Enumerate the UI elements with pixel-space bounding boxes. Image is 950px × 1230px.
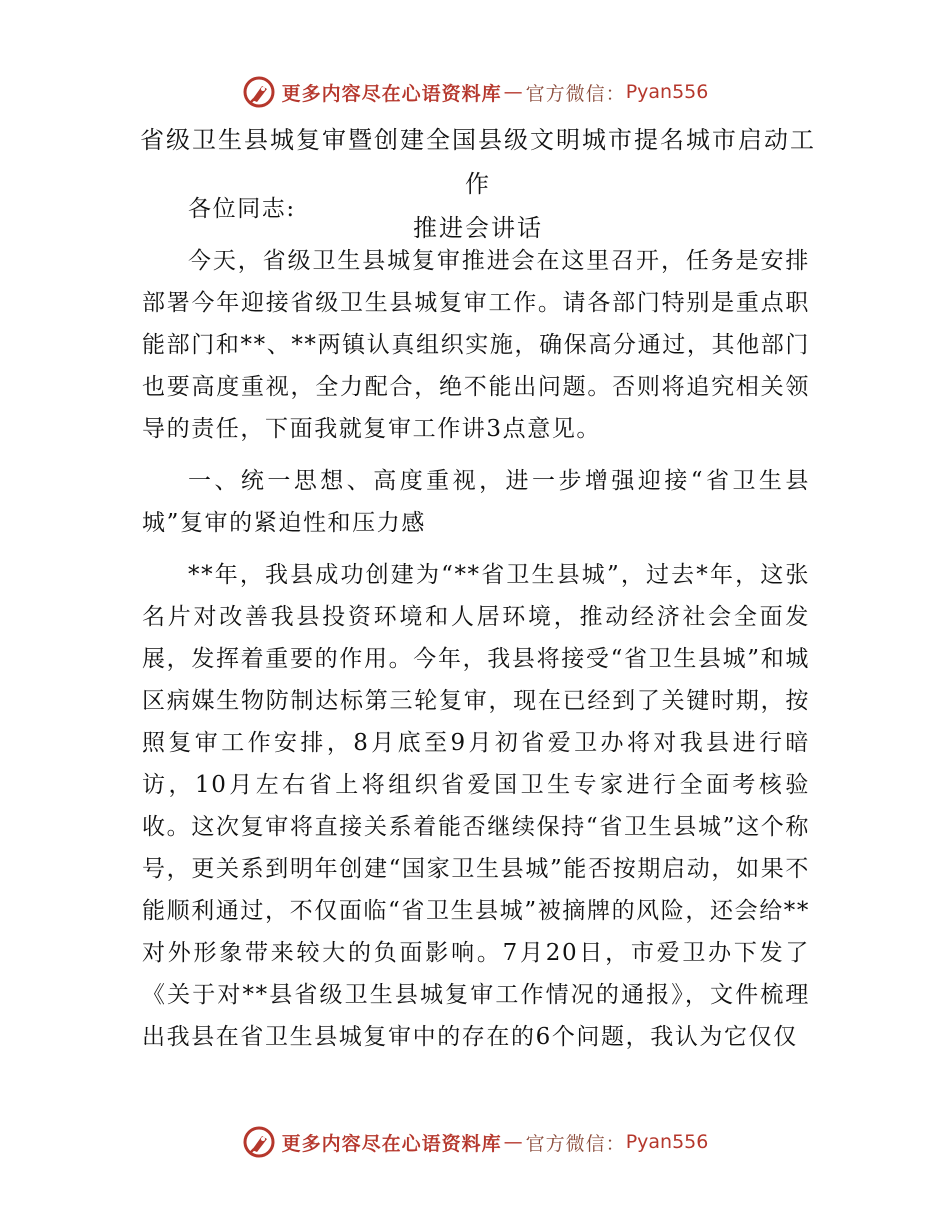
document-body	[142, 188, 810, 1058]
watermark-separator: —	[503, 1131, 524, 1153]
watermark-main-text: 更多内容尽在心语资料库	[281, 1132, 502, 1155]
watermark-separator: —	[503, 81, 524, 103]
title-line-1: 省级卫生县城复审暨创建全国县级文明城市提名城市启动工作	[140, 126, 816, 198]
watermark-sub-text: 官方微信：	[525, 82, 626, 105]
watermark-sub-text: 官方微信：	[525, 1132, 626, 1155]
watermark-wechat-id: Pyan556	[625, 81, 709, 103]
pen-nib-logo-icon	[242, 1125, 276, 1159]
paragraph-intro: 今天，省级卫生县城复审推进会在这里召开，任务是安排部署今年迎接省级卫生县城复审工作。请各部门特别是重点职能部门和**、**两镇认真组织实施，确保高分通过，其他部门也要高度重视，全力配合，绝不能出问题。否则将追究相关领导的责任，下面我就复审工作讲3点意见。	[142, 248, 810, 442]
watermark-footer	[0, 1122, 950, 1162]
paragraph-section-1: **年，我县成功创建为“**省卫生县城”，过去*年，这张名片对改善我县投资环境和人居环境，推动经济社会全面发展，发挥着重要的作用。今年，我县将接受“省卫生县城”和城区病媒生物防制达标第三轮复审，现在已经到了关键时期，按照复审工作安排，8月底至9月初省爱卫办将对我县进行暗访，10月左右省上将组织省爱国卫生专家进行全面考核验收。这次复审将直接关系着能否继续保持“省卫生县城”这个称号，更关系到明年创建“国家卫生县城”能否按期启动，如果不能顺利通过，不仅面临“省卫生县城”被摘牌的风险，还会给**对外形象带来较大的负面影响。7月20日，市爱卫办下发了《关于对**县省级卫生县城复审工作情况的通报》，文件梳理出我县在省卫生县城复审中的存在的6个问题，我认为它仅仅	[142, 562, 810, 1050]
section-heading-1: 一、统一思想、高度重视，进一步增强迎接“省卫生县城”复审的紧迫性和压力感	[142, 468, 810, 536]
title-line-2: 推进会讲话	[413, 214, 543, 242]
watermark-header	[0, 72, 950, 112]
pen-nib-logo-icon	[242, 75, 276, 109]
watermark-wechat-id: Pyan556	[625, 1131, 709, 1153]
salutation: 各位同志:	[188, 196, 296, 222]
watermark-main-text: 更多内容尽在心语资料库	[281, 82, 502, 105]
